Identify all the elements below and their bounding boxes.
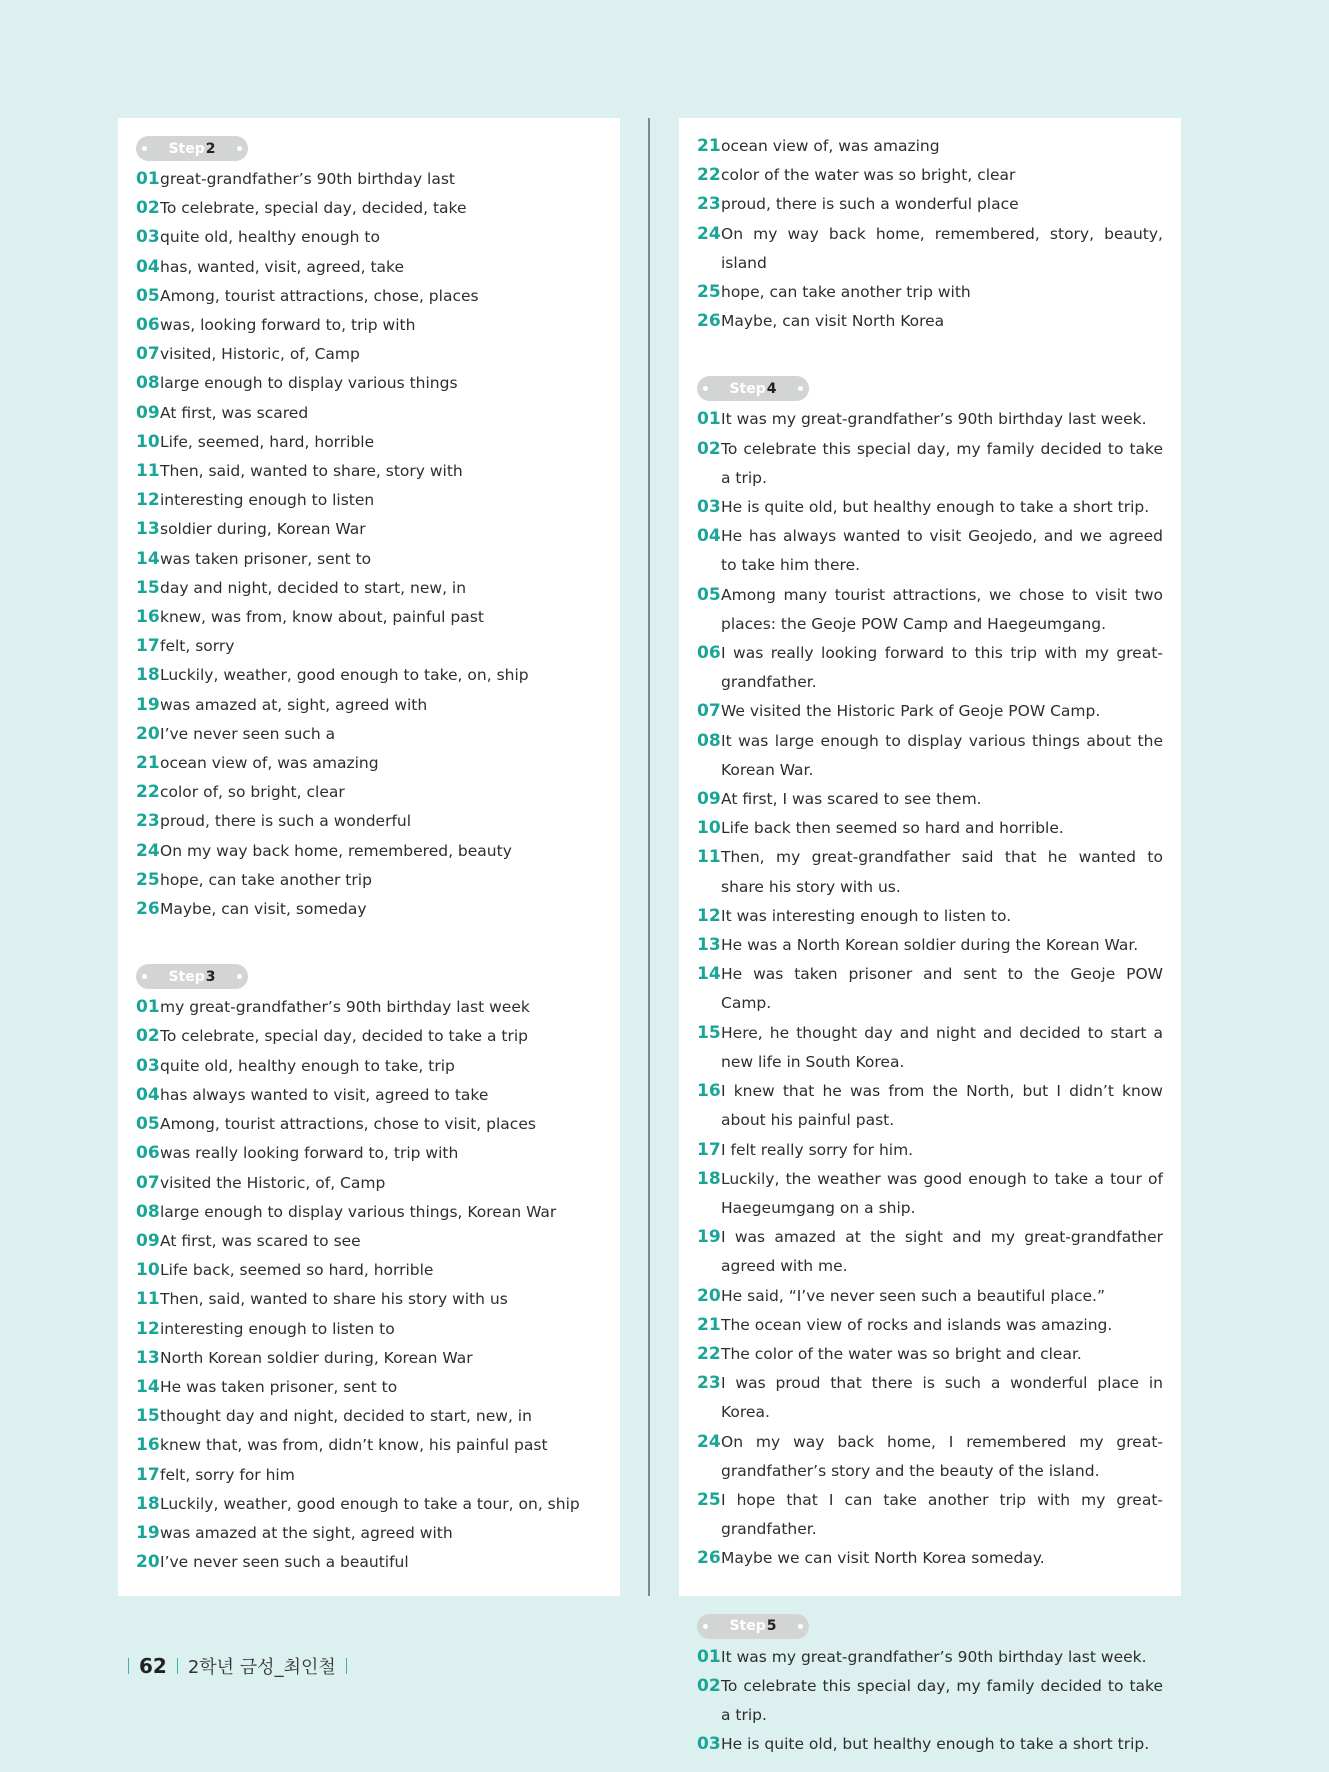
item-text: He is quite old, but healthy enough to take a short trip. bbox=[721, 498, 1150, 517]
book-title: 2학년 금성_최인철 bbox=[187, 1657, 336, 1678]
step-number: 2 bbox=[205, 140, 216, 157]
answer-line bbox=[136, 223, 602, 252]
answer-line bbox=[136, 603, 602, 632]
item-text: It was interesting enough to listen to. bbox=[721, 906, 1012, 925]
answer-line bbox=[697, 278, 1163, 307]
answer-line bbox=[697, 435, 1163, 493]
answer-line bbox=[136, 1285, 602, 1314]
answer-line bbox=[136, 1110, 602, 1139]
item-text: On my way back home, remembered, story, beauty, island bbox=[721, 224, 1163, 272]
step-label: Step bbox=[168, 968, 205, 985]
step-section bbox=[136, 964, 602, 1577]
item-number: 24 bbox=[697, 1431, 721, 1452]
answer-line bbox=[136, 515, 602, 544]
item-text: Then, my great-grandfather said that he wanted to share his story with us. bbox=[721, 848, 1163, 896]
item-text: quite old, healthy enough to bbox=[160, 228, 380, 247]
answer-line bbox=[136, 1227, 602, 1256]
answer-line bbox=[697, 931, 1163, 960]
answer-line bbox=[136, 428, 602, 457]
item-text: ocean view of, was amazing bbox=[160, 754, 379, 773]
step-label: Step bbox=[729, 1618, 766, 1635]
item-text: color of the water was so bright, clear bbox=[721, 166, 1016, 185]
item-number: 07 bbox=[136, 1172, 160, 1193]
item-text: I knew that he was from the North, but I didn’t know about his painful past. bbox=[721, 1082, 1163, 1130]
answer-line bbox=[136, 1052, 602, 1081]
answer-line bbox=[136, 1344, 602, 1373]
item-number: 18 bbox=[697, 1168, 721, 1189]
answer-line bbox=[697, 843, 1163, 901]
item-number: 05 bbox=[697, 584, 721, 605]
item-number: 04 bbox=[697, 526, 721, 547]
step-badge bbox=[697, 376, 809, 401]
step-section bbox=[697, 1614, 1163, 1760]
item-text: He has always wanted to visit Geojedo, and we agreed to take him there. bbox=[721, 527, 1163, 575]
item-number: 18 bbox=[136, 1493, 160, 1514]
item-number: 16 bbox=[136, 607, 160, 628]
answer-line bbox=[697, 785, 1163, 814]
item-number: 03 bbox=[697, 497, 721, 518]
item-number: 04 bbox=[136, 1084, 160, 1105]
badge-dot bbox=[237, 146, 242, 151]
answer-line bbox=[136, 895, 602, 924]
item-text: visited the Historic, of, Camp bbox=[160, 1173, 386, 1192]
item-number: 02 bbox=[136, 198, 160, 219]
item-number: 06 bbox=[697, 643, 721, 664]
answer-line bbox=[136, 282, 602, 311]
answer-line bbox=[136, 1022, 602, 1051]
answer-line bbox=[136, 720, 602, 749]
item-number: 07 bbox=[136, 344, 160, 365]
item-number: 18 bbox=[136, 665, 160, 686]
badge-dot bbox=[798, 1624, 803, 1629]
item-text: We visited the Historic Park of Geoje POW Camp. bbox=[721, 702, 1101, 721]
item-text: Maybe, can visit North Korea bbox=[721, 312, 945, 331]
answer-line bbox=[697, 960, 1163, 1018]
answer-line bbox=[136, 574, 602, 603]
item-text: color of, so bright, clear bbox=[160, 783, 345, 802]
step-number: 5 bbox=[766, 1618, 777, 1635]
page-footer bbox=[118, 1652, 357, 1680]
item-text: The color of the water was so bright and clear. bbox=[721, 1344, 1082, 1363]
badge-dot bbox=[798, 386, 803, 391]
answer-line bbox=[697, 522, 1163, 580]
item-text: interesting enough to listen bbox=[160, 491, 375, 510]
item-text: was really looking forward to, trip with bbox=[160, 1144, 459, 1163]
answer-line bbox=[136, 399, 602, 428]
item-number: 20 bbox=[136, 1552, 160, 1573]
item-text: It was large enough to display various things about the Korean War. bbox=[721, 731, 1163, 779]
answer-line bbox=[697, 1428, 1163, 1486]
item-text: quite old, healthy enough to take, trip bbox=[160, 1056, 455, 1075]
answer-line bbox=[136, 749, 602, 778]
item-text: On my way back home, remembered, beauty bbox=[160, 841, 512, 860]
answer-line bbox=[136, 1461, 602, 1490]
item-text: was, looking forward to, trip with bbox=[160, 316, 416, 335]
item-text: He said, “I’ve never seen such a beautiful place.” bbox=[721, 1286, 1105, 1305]
item-number: 16 bbox=[697, 1081, 721, 1102]
item-text: He was taken prisoner and sent to the Geoje POW Camp. bbox=[721, 965, 1163, 1013]
item-text: He was a North Korean soldier during the Korean War. bbox=[721, 936, 1139, 955]
answer-line bbox=[697, 1544, 1163, 1573]
item-text: The ocean view of rocks and islands was amazing. bbox=[721, 1315, 1113, 1334]
item-text: Then, said, wanted to share, story with bbox=[160, 462, 463, 481]
answer-line bbox=[136, 1548, 602, 1577]
answer-line bbox=[697, 639, 1163, 697]
item-number: 01 bbox=[136, 169, 160, 189]
answer-line bbox=[697, 1643, 1163, 1672]
item-number: 13 bbox=[697, 935, 721, 956]
item-number: 20 bbox=[136, 723, 160, 744]
item-number: 21 bbox=[697, 136, 721, 156]
item-text: I’ve never seen such a beautiful bbox=[160, 1553, 409, 1572]
answer-line bbox=[697, 1672, 1163, 1730]
item-text: At first, was scared bbox=[160, 403, 309, 422]
item-number: 01 bbox=[697, 409, 721, 430]
item-text: Here, he thought day and night and decided to start a new life in South Korea. bbox=[721, 1023, 1163, 1071]
item-number: 23 bbox=[697, 1373, 721, 1394]
answer-line bbox=[697, 902, 1163, 931]
item-text: felt, sorry for him bbox=[160, 1465, 295, 1484]
item-number: 02 bbox=[136, 1026, 160, 1047]
answer-line bbox=[697, 307, 1163, 336]
step-section bbox=[136, 136, 602, 924]
item-number: 21 bbox=[136, 753, 160, 774]
item-number: 24 bbox=[697, 223, 721, 244]
item-text: I was amazed at the sight and my great-grandfather agreed with me. bbox=[721, 1228, 1163, 1276]
item-text: At first, I was scared to see them. bbox=[721, 790, 982, 809]
item-number: 23 bbox=[136, 811, 160, 832]
item-text: has always wanted to visit, agreed to take bbox=[160, 1085, 489, 1104]
answer-line bbox=[136, 807, 602, 836]
answer-line bbox=[136, 837, 602, 866]
step-label: Step bbox=[729, 380, 766, 397]
item-text: Among many tourist attractions, we chose to visit two places: the Geoje POW Camp and Haegeumgang. bbox=[721, 585, 1163, 633]
answer-line bbox=[697, 1311, 1163, 1340]
answer-line bbox=[136, 311, 602, 340]
answer-line bbox=[136, 1198, 602, 1227]
item-number: 07 bbox=[697, 701, 721, 722]
item-text: day and night, decided to start, new, in bbox=[160, 578, 467, 597]
item-number: 25 bbox=[697, 282, 721, 303]
item-number: 22 bbox=[697, 1343, 721, 1364]
item-number: 01 bbox=[697, 1646, 721, 1667]
item-number: 09 bbox=[136, 1230, 160, 1251]
answer-line bbox=[697, 697, 1163, 726]
item-number: 11 bbox=[697, 847, 721, 868]
item-number: 24 bbox=[136, 840, 160, 861]
item-text: To celebrate, special day, decided to take a trip bbox=[160, 1027, 529, 1046]
item-number: 19 bbox=[697, 1227, 721, 1248]
item-number: 26 bbox=[697, 311, 721, 332]
answer-line bbox=[136, 691, 602, 720]
item-number: 02 bbox=[697, 438, 721, 459]
right-answer-column bbox=[679, 118, 1181, 1755]
item-number: 05 bbox=[136, 1114, 160, 1135]
item-number: 15 bbox=[697, 1022, 721, 1043]
step-label: Step bbox=[168, 140, 205, 157]
item-text: I was proud that there is such a wonderful place in Korea. bbox=[721, 1374, 1163, 1422]
answer-line bbox=[697, 132, 1163, 161]
item-text: I was really looking forward to this trip with my great-grandfather. bbox=[721, 644, 1163, 692]
item-number: 17 bbox=[697, 1139, 721, 1160]
item-text: was taken prisoner, sent to bbox=[160, 549, 372, 568]
item-number: 02 bbox=[697, 1675, 721, 1696]
item-text: proud, there is such a wonderful bbox=[160, 812, 412, 831]
item-number: 16 bbox=[136, 1435, 160, 1456]
item-text: It was my great-grandfather’s 90th birthday last week. bbox=[721, 410, 1147, 429]
answer-line bbox=[136, 1256, 602, 1285]
item-number: 12 bbox=[697, 905, 721, 926]
answer-line bbox=[136, 486, 602, 515]
badge-dot bbox=[142, 974, 147, 979]
answer-line bbox=[136, 778, 602, 807]
item-text: hope, can take another trip bbox=[160, 870, 372, 889]
answer-line bbox=[136, 632, 602, 661]
item-number: 10 bbox=[136, 1260, 160, 1281]
item-text: large enough to display various things bbox=[160, 374, 458, 393]
item-text: has, wanted, visit, agreed, take bbox=[160, 257, 405, 276]
badge-dot bbox=[703, 386, 708, 391]
item-text: To celebrate, special day, decided, take bbox=[160, 199, 467, 218]
answer-line bbox=[136, 1431, 602, 1460]
item-number: 11 bbox=[136, 461, 160, 482]
answer-line bbox=[136, 1519, 602, 1548]
answer-line bbox=[136, 194, 602, 223]
item-number: 04 bbox=[136, 256, 160, 277]
item-text: Then, said, wanted to share his story with us bbox=[160, 1290, 508, 1309]
item-text: Luckily, weather, good enough to take, on, ship bbox=[160, 666, 529, 685]
item-number: 03 bbox=[136, 1055, 160, 1076]
answer-line bbox=[697, 1369, 1163, 1427]
item-text: He is quite old, but healthy enough to take a short trip. bbox=[721, 1735, 1150, 1754]
answer-line bbox=[136, 1139, 602, 1168]
step-number: 4 bbox=[766, 380, 777, 397]
answer-line bbox=[136, 457, 602, 486]
left-answer-column bbox=[118, 118, 620, 1596]
item-number: 25 bbox=[697, 1489, 721, 1510]
item-text: Maybe, can visit, someday bbox=[160, 900, 367, 919]
item-text: Life, seemed, hard, horrible bbox=[160, 432, 375, 451]
answer-line bbox=[136, 661, 602, 690]
step-section bbox=[697, 376, 1163, 1573]
answer-line bbox=[136, 369, 602, 398]
answer-line bbox=[697, 493, 1163, 522]
item-number: 17 bbox=[136, 1464, 160, 1485]
item-text: I’ve never seen such a bbox=[160, 724, 336, 743]
item-number: 19 bbox=[136, 694, 160, 715]
item-text: To celebrate this special day, my family decided to take a trip. bbox=[721, 1676, 1163, 1724]
item-number: 23 bbox=[697, 194, 721, 215]
item-number: 03 bbox=[136, 227, 160, 248]
item-text: large enough to display various things, Korean War bbox=[160, 1202, 557, 1221]
item-number: 20 bbox=[697, 1285, 721, 1306]
badge-dot bbox=[703, 1624, 708, 1629]
item-text: Luckily, the weather was good enough to take a tour of Haegeumgang on a ship. bbox=[721, 1169, 1163, 1217]
item-text: was amazed at the sight, agreed with bbox=[160, 1523, 453, 1542]
answer-line bbox=[136, 1315, 602, 1344]
item-number: 12 bbox=[136, 1318, 160, 1339]
item-number: 15 bbox=[136, 577, 160, 598]
item-text: hope, can take another trip with bbox=[721, 283, 971, 302]
item-text: Maybe we can visit North Korea someday. bbox=[721, 1549, 1045, 1568]
answer-line bbox=[697, 405, 1163, 434]
item-number: 14 bbox=[697, 964, 721, 985]
footer-divider bbox=[177, 1658, 178, 1674]
answer-line bbox=[697, 727, 1163, 785]
item-number: 03 bbox=[697, 1734, 721, 1755]
answer-line bbox=[697, 1223, 1163, 1281]
item-text: knew, was from, know about, painful past bbox=[160, 608, 484, 627]
answer-line bbox=[136, 1402, 602, 1431]
answer-line bbox=[697, 1282, 1163, 1311]
step-number: 3 bbox=[205, 968, 216, 985]
item-number: 14 bbox=[136, 548, 160, 569]
footer-divider bbox=[346, 1658, 347, 1674]
item-number: 10 bbox=[697, 818, 721, 839]
item-text: Luckily, weather, good enough to take a tour, on, ship bbox=[160, 1494, 580, 1513]
answer-line bbox=[697, 814, 1163, 843]
answer-line bbox=[697, 1077, 1163, 1135]
answer-line bbox=[136, 1081, 602, 1110]
item-text: visited, Historic, of, Camp bbox=[160, 345, 360, 364]
item-number: 08 bbox=[136, 1201, 160, 1222]
answer-line bbox=[697, 161, 1163, 190]
item-text: Life back then seemed so hard and horrible. bbox=[721, 819, 1064, 838]
answer-line bbox=[697, 581, 1163, 639]
item-number: 12 bbox=[136, 490, 160, 511]
answer-line bbox=[697, 1019, 1163, 1077]
answer-line bbox=[697, 1486, 1163, 1544]
item-number: 05 bbox=[136, 285, 160, 306]
item-number: 06 bbox=[136, 315, 160, 336]
item-text: Among, tourist attractions, chose to visit, places bbox=[160, 1115, 536, 1134]
item-number: 10 bbox=[136, 431, 160, 452]
badge-dot bbox=[142, 146, 147, 151]
item-number: 08 bbox=[136, 373, 160, 394]
answer-line bbox=[136, 545, 602, 574]
item-text: thought day and night, decided to start, new, in bbox=[160, 1407, 532, 1426]
item-text: felt, sorry bbox=[160, 637, 235, 656]
answer-line bbox=[136, 165, 602, 194]
footer-divider bbox=[128, 1658, 129, 1674]
item-text: Life back, seemed so hard, horrible bbox=[160, 1261, 434, 1280]
item-number: 26 bbox=[136, 899, 160, 920]
item-number: 21 bbox=[697, 1314, 721, 1335]
badge-dot bbox=[237, 974, 242, 979]
item-text: It was my great-grandfather’s 90th birthday last week. bbox=[721, 1647, 1147, 1666]
step-badge bbox=[136, 136, 248, 161]
item-number: 09 bbox=[136, 402, 160, 423]
item-number: 14 bbox=[136, 1376, 160, 1397]
item-number: 11 bbox=[136, 1289, 160, 1310]
item-number: 22 bbox=[136, 782, 160, 803]
item-text: At first, was scared to see bbox=[160, 1231, 361, 1250]
answer-line bbox=[136, 340, 602, 369]
item-number: 01 bbox=[136, 997, 160, 1018]
step-badge bbox=[136, 964, 248, 989]
item-number: 06 bbox=[136, 1143, 160, 1164]
item-text: He was taken prisoner, sent to bbox=[160, 1377, 398, 1396]
answer-line bbox=[697, 1165, 1163, 1223]
answer-line bbox=[697, 1136, 1163, 1165]
item-text: soldier during, Korean War bbox=[160, 520, 366, 539]
item-text: proud, there is such a wonderful place bbox=[721, 195, 1019, 214]
item-text: To celebrate this special day, my family decided to take a trip. bbox=[721, 439, 1163, 487]
page-number: 62 bbox=[139, 1654, 167, 1678]
step-badge bbox=[697, 1614, 809, 1639]
item-number: 17 bbox=[136, 636, 160, 657]
item-number: 09 bbox=[697, 789, 721, 810]
answer-line bbox=[136, 993, 602, 1022]
item-text: North Korean soldier during, Korean War bbox=[160, 1348, 473, 1367]
column-divider bbox=[648, 118, 650, 1596]
answer-line bbox=[697, 1730, 1163, 1759]
item-number: 13 bbox=[136, 519, 160, 540]
item-number: 26 bbox=[697, 1548, 721, 1569]
answer-line bbox=[136, 1373, 602, 1402]
item-text: great-grandfather’s 90th birthday last bbox=[160, 170, 456, 188]
answer-line bbox=[136, 1490, 602, 1519]
answer-line bbox=[697, 220, 1163, 278]
answer-line bbox=[697, 190, 1163, 219]
item-text: was amazed at, sight, agreed with bbox=[160, 695, 428, 714]
item-number: 08 bbox=[697, 730, 721, 751]
item-number: 15 bbox=[136, 1406, 160, 1427]
answer-line bbox=[697, 1340, 1163, 1369]
item-number: 22 bbox=[697, 165, 721, 186]
item-number: 19 bbox=[136, 1522, 160, 1543]
item-text: knew that, was from, didn’t know, his painful past bbox=[160, 1436, 548, 1455]
answer-line bbox=[136, 866, 602, 895]
item-text: On my way back home, I remembered my great-grandfather’s story and the beauty of the island. bbox=[721, 1432, 1163, 1480]
answer-line bbox=[136, 1169, 602, 1198]
item-text: my great-grandfather’s 90th birthday last week bbox=[160, 998, 530, 1017]
item-number: 25 bbox=[136, 869, 160, 890]
answer-line bbox=[136, 253, 602, 282]
continued-list bbox=[697, 132, 1163, 336]
item-text: ocean view of, was amazing bbox=[721, 137, 940, 155]
item-text: I felt really sorry for him. bbox=[721, 1140, 914, 1159]
item-text: interesting enough to listen to bbox=[160, 1319, 395, 1338]
item-text: I hope that I can take another trip with my great-grandfather. bbox=[721, 1490, 1163, 1539]
item-text: Among, tourist attractions, chose, places bbox=[160, 286, 479, 305]
item-number: 13 bbox=[136, 1347, 160, 1368]
